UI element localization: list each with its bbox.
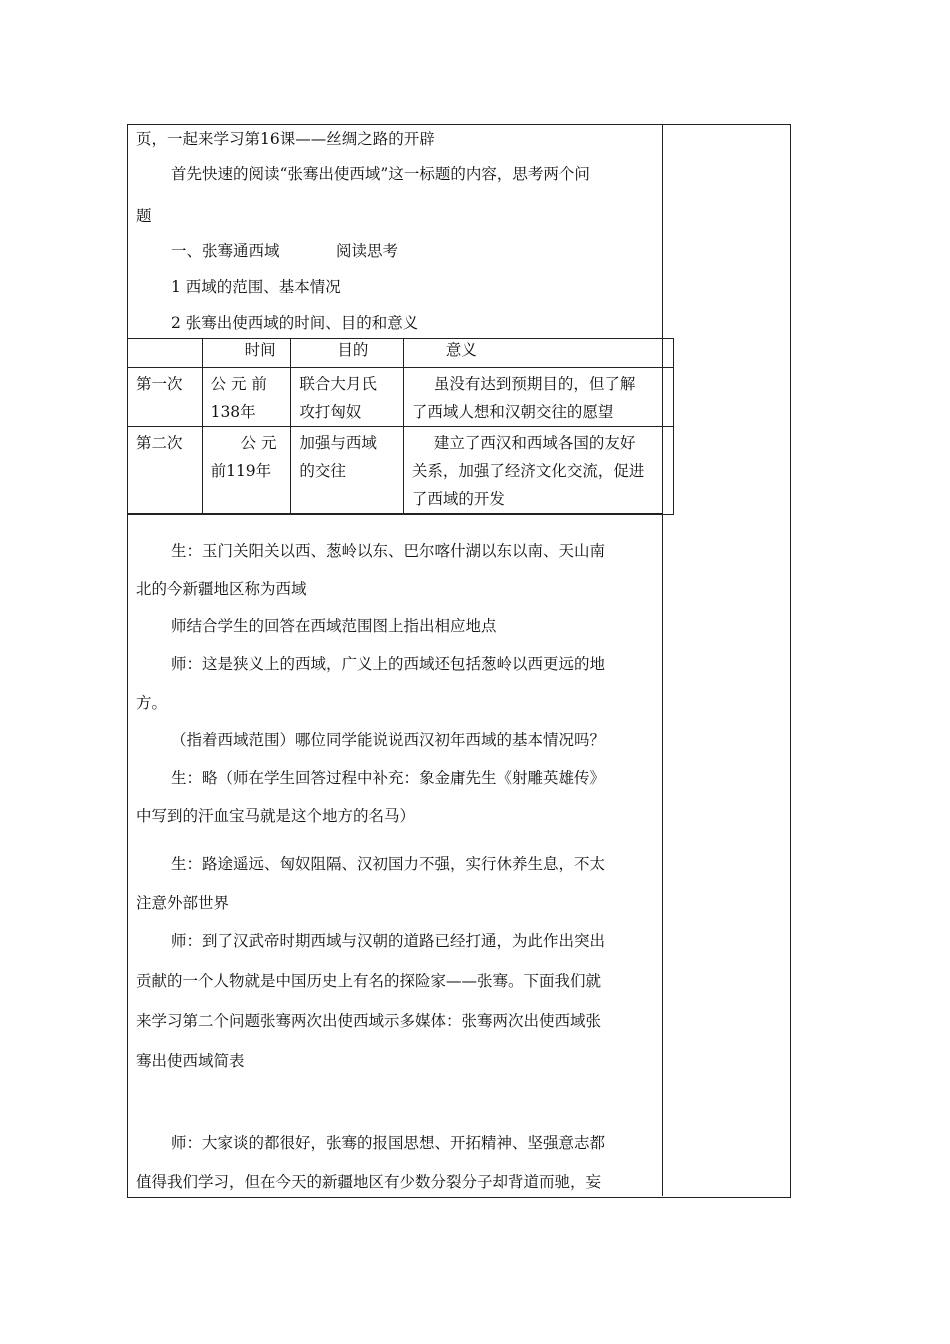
top-line-2: 首先快速的阅读“张骞出使西域”这一标题的内容，思考两个问: [171, 165, 590, 183]
header-time: 时间: [202, 339, 291, 368]
header-blank: [128, 339, 203, 368]
row-meaning: 虽没有达到预期目的，但了解 了西域人想和汉朝交往的愿望: [403, 368, 673, 427]
body-line: 师：这是狭义上的西域，广义上的西域还包括葱岭以西更远的地: [171, 655, 606, 673]
question-2: 2 张骞出使西域的时间、目的和意义: [171, 314, 419, 332]
body-line: 生：玉门关阳关以西、葱岭以东、巴尔喀什湖以东以南、天山南: [171, 542, 606, 560]
section-heading: 一、张骞通西域: [171, 242, 280, 260]
row-purpose: 联合大月氏 攻打匈奴: [291, 368, 404, 427]
row-purpose: 加强与西域 的交往: [291, 427, 404, 515]
row-meaning: 建立了西汉和西域各国的友好 关系，加强了经济文化交流，促进 了西域的开发: [403, 427, 673, 515]
body-line: 师：大家谈的都很好，张骞的报国思想、开拓精神、坚强意志都: [171, 1134, 606, 1152]
body-line: 生：略（师在学生回答过程中补充：象金庸先生《射雕英雄传》: [171, 769, 606, 787]
body-line: 北的今新疆地区称为西域: [136, 580, 307, 598]
question-1: 1 西域的范围、基本情况: [171, 278, 341, 296]
body-line: 骞出使西域简表: [136, 1052, 245, 1070]
body-line: 贡献的一个人物就是中国历史上有名的探险家——张骞。下面我们就: [136, 972, 602, 990]
table-header-row: [128, 339, 674, 368]
body-line: 值得我们学习，但在今天的新疆地区有少数分裂分子却背道而驰，妄: [136, 1173, 602, 1191]
body-line: （指着西域范围）哪位同学能说说西汉初年西域的基本情况吗？: [171, 731, 606, 749]
mission-table: [127, 338, 674, 515]
table-row: [128, 368, 674, 427]
right-column-divider: [662, 124, 663, 1196]
body-line: 方。: [136, 694, 168, 712]
body-line: 来学习第二个问题张骞两次出使西域示多媒体：张骞两次出使西域张: [136, 1012, 602, 1030]
body-line: 中写到的汗血宝马就是这个地方的名马）: [136, 807, 416, 825]
row-label: 第一次: [128, 368, 203, 427]
top-line-1: 页，一起来学习第16课——丝绸之路的开辟: [136, 130, 435, 148]
row-label: 第二次: [128, 427, 203, 515]
body-line: 生：路途遥远、匈奴阻隔、汉初国力不强，实行休养生息，不太: [171, 855, 606, 873]
body-line: 注意外部世界: [136, 894, 230, 912]
section-heading-note: 阅读思考: [336, 242, 399, 260]
top-line-3: 题: [136, 207, 152, 225]
row-time: 公 元 前119年: [202, 427, 291, 515]
body-line: 师结合学生的回答在西域范围图上指出相应地点: [171, 617, 497, 635]
table-row: [128, 427, 674, 515]
header-purpose: 目的: [291, 339, 404, 368]
row-time: 公 元 前 138年: [202, 368, 291, 427]
header-meaning: 意义: [403, 339, 673, 368]
body-line: 师：到了汉武帝时期西域与汉朝的道路已经打通，为此作出突出: [171, 932, 606, 950]
